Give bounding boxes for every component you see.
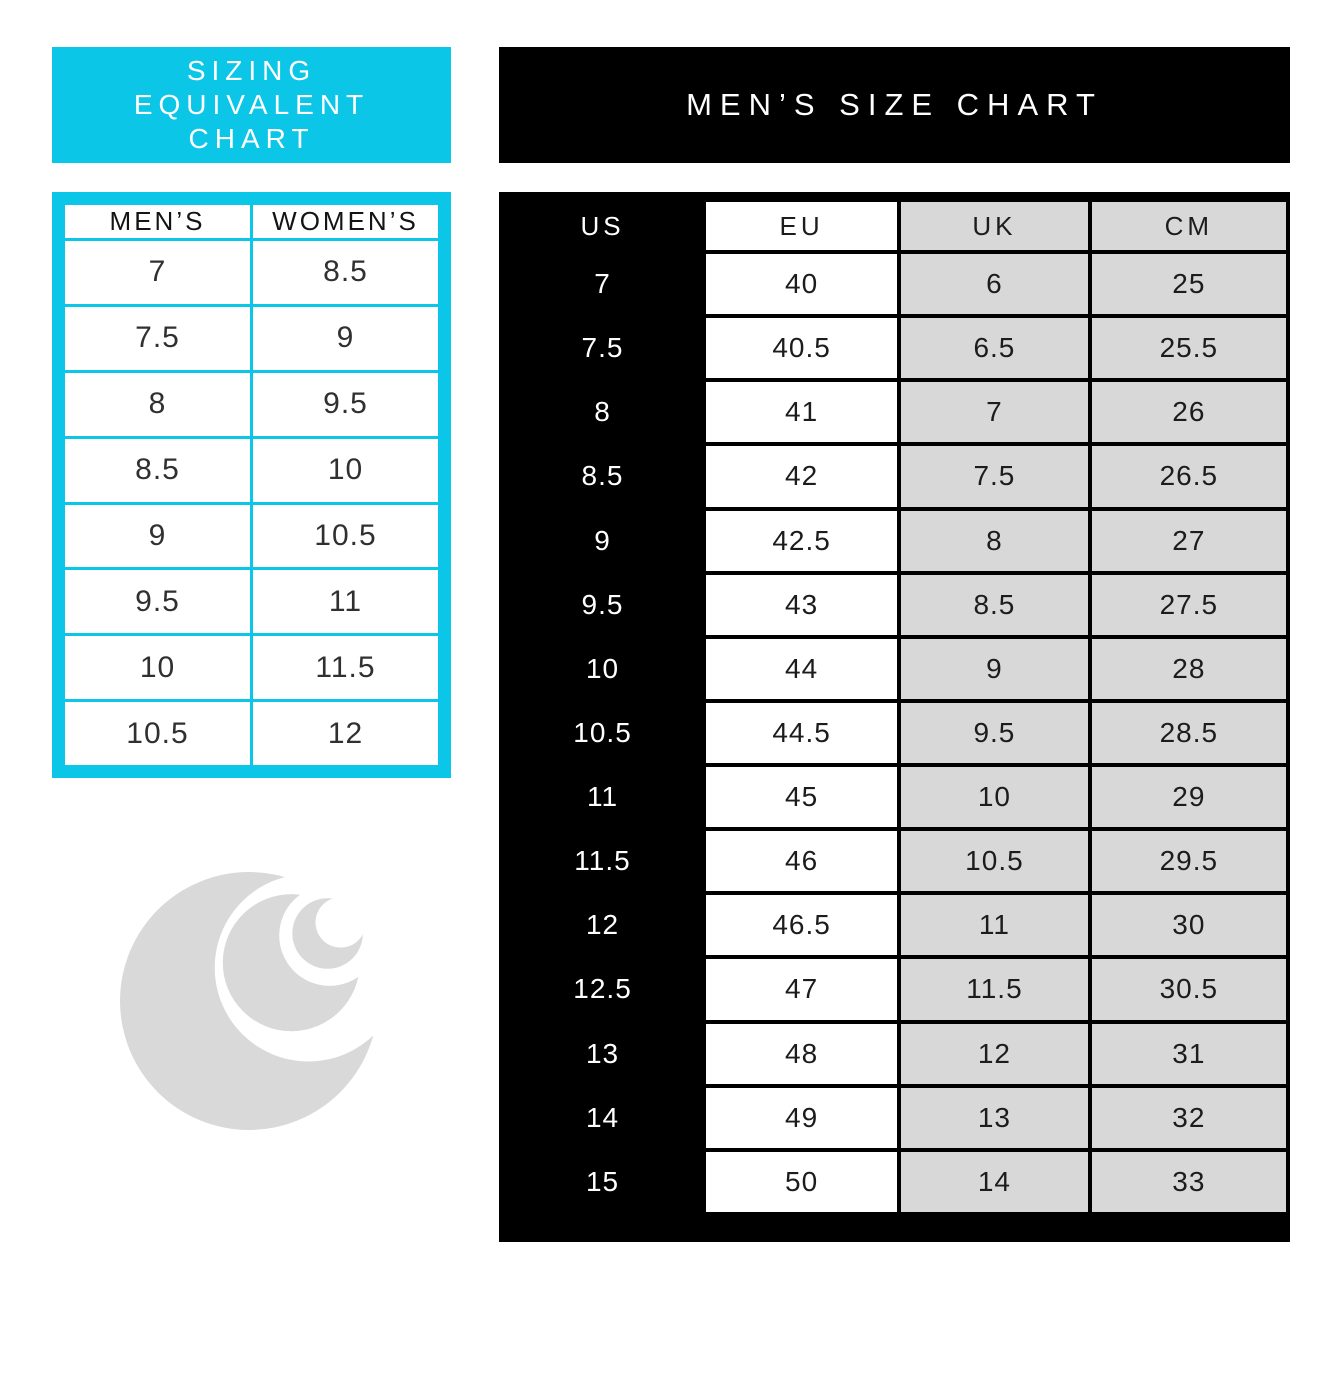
table-cell: 30.5 [1090, 957, 1288, 1021]
table-cell: 8.5 [899, 573, 1089, 637]
mens-size-table-panel [499, 192, 1290, 1242]
mens-size-chart-title: MEN’S SIZE CHART [686, 87, 1103, 122]
table-cell: 10.5 [899, 829, 1089, 893]
table-cell: 33 [1090, 1150, 1288, 1214]
table-cell: 7 [501, 252, 704, 316]
table-cell: 29 [1090, 765, 1288, 829]
table-row [501, 1086, 1288, 1150]
column-header: US [501, 200, 704, 252]
equivalent-table-body [64, 240, 440, 767]
table-row [501, 1150, 1288, 1214]
table-row [501, 957, 1288, 1021]
table-cell: 41 [704, 380, 899, 444]
table-cell: 8 [501, 380, 704, 444]
table-cell: 9 [501, 509, 704, 573]
column-header: MEN’S [64, 204, 252, 240]
table-row [501, 444, 1288, 508]
table-cell: 27.5 [1090, 573, 1288, 637]
table-cell: 47 [704, 957, 899, 1021]
table-row [64, 240, 440, 306]
table-cell: 44.5 [704, 701, 899, 765]
table-cell: 46 [704, 829, 899, 893]
table-cell: 44 [704, 637, 899, 701]
table-cell: 7.5 [501, 316, 704, 380]
table-cell: 8 [899, 509, 1089, 573]
table-cell: 13 [501, 1022, 704, 1086]
table-row [501, 509, 1288, 573]
table-cell: 10 [64, 635, 252, 701]
table-cell: 6 [899, 252, 1089, 316]
table-row [64, 305, 440, 371]
table-cell: 40.5 [704, 316, 899, 380]
table-row [64, 371, 440, 437]
table-cell: 9.5 [501, 573, 704, 637]
table-cell: 7 [899, 380, 1089, 444]
table-cell: 11.5 [501, 829, 704, 893]
table-cell: 9 [899, 637, 1089, 701]
table-cell: 15 [501, 1150, 704, 1214]
equivalent-chart-title: SIZING EQUIVALENT CHART [133, 54, 370, 155]
table-cell: 7.5 [899, 444, 1089, 508]
table-cell: 26.5 [1090, 444, 1288, 508]
equivalent-chart-banner [52, 47, 451, 163]
table-cell: 10.5 [252, 503, 440, 569]
table-row [501, 316, 1288, 380]
table-cell: 9 [252, 305, 440, 371]
table-cell: 27 [1090, 509, 1288, 573]
table-cell: 31 [1090, 1022, 1288, 1086]
table-cell: 7 [64, 240, 252, 306]
table-cell: 10 [252, 437, 440, 503]
table-cell: 40 [704, 252, 899, 316]
mens-size-chart-banner [499, 47, 1290, 163]
table-cell: 6.5 [899, 316, 1089, 380]
table-cell: 29.5 [1090, 829, 1288, 893]
table-row [64, 635, 440, 701]
table-row [501, 701, 1288, 765]
table-cell: 8 [64, 371, 252, 437]
mens-table-header-row [501, 200, 1288, 252]
table-row [501, 1022, 1288, 1086]
table-cell: 10 [501, 637, 704, 701]
table-cell: 13 [899, 1086, 1089, 1150]
equivalent-size-table [62, 202, 441, 768]
table-row [501, 252, 1288, 316]
table-cell: 30 [1090, 893, 1288, 957]
table-row [64, 569, 440, 635]
table-cell: 11 [252, 569, 440, 635]
table-row [64, 437, 440, 503]
table-cell: 32 [1090, 1086, 1288, 1150]
column-header: WOMEN’S [252, 204, 440, 240]
table-row [501, 829, 1288, 893]
equivalent-table-header-row [64, 204, 440, 240]
table-row [64, 701, 440, 767]
table-cell: 46.5 [704, 893, 899, 957]
table-row [64, 503, 440, 569]
table-cell: 48 [704, 1022, 899, 1086]
table-row [501, 573, 1288, 637]
mens-size-table [499, 198, 1290, 1216]
table-cell: 11.5 [252, 635, 440, 701]
triple-crescent-moon-icon [120, 870, 382, 1132]
table-cell: 28 [1090, 637, 1288, 701]
table-cell: 14 [501, 1086, 704, 1150]
table-row [501, 380, 1288, 444]
table-cell: 43 [704, 573, 899, 637]
table-cell: 26 [1090, 380, 1288, 444]
table-cell: 25.5 [1090, 316, 1288, 380]
table-cell: 42 [704, 444, 899, 508]
table-cell: 9.5 [64, 569, 252, 635]
table-cell: 45 [704, 765, 899, 829]
column-header: CM [1090, 200, 1288, 252]
mens-table-body [501, 252, 1288, 1214]
table-cell: 14 [899, 1150, 1089, 1214]
table-cell: 28.5 [1090, 701, 1288, 765]
table-cell: 50 [704, 1150, 899, 1214]
table-cell: 11 [899, 893, 1089, 957]
table-cell: 9 [64, 503, 252, 569]
table-cell: 12 [501, 893, 704, 957]
table-cell: 9.5 [252, 371, 440, 437]
table-row [501, 893, 1288, 957]
table-cell: 12.5 [501, 957, 704, 1021]
table-cell: 8.5 [501, 444, 704, 508]
table-cell: 42.5 [704, 509, 899, 573]
table-cell: 8.5 [252, 240, 440, 306]
column-header: EU [704, 200, 899, 252]
column-header: UK [899, 200, 1089, 252]
table-cell: 9.5 [899, 701, 1089, 765]
table-cell: 12 [899, 1022, 1089, 1086]
table-cell: 10.5 [64, 701, 252, 767]
table-cell: 8.5 [64, 437, 252, 503]
table-cell: 10 [899, 765, 1089, 829]
table-cell: 25 [1090, 252, 1288, 316]
table-cell: 10.5 [501, 701, 704, 765]
table-cell: 12 [252, 701, 440, 767]
equivalent-size-table-frame [52, 192, 451, 778]
table-cell: 11.5 [899, 957, 1089, 1021]
table-cell: 49 [704, 1086, 899, 1150]
table-row [501, 637, 1288, 701]
table-cell: 7.5 [64, 305, 252, 371]
table-row [501, 765, 1288, 829]
table-cell: 11 [501, 765, 704, 829]
